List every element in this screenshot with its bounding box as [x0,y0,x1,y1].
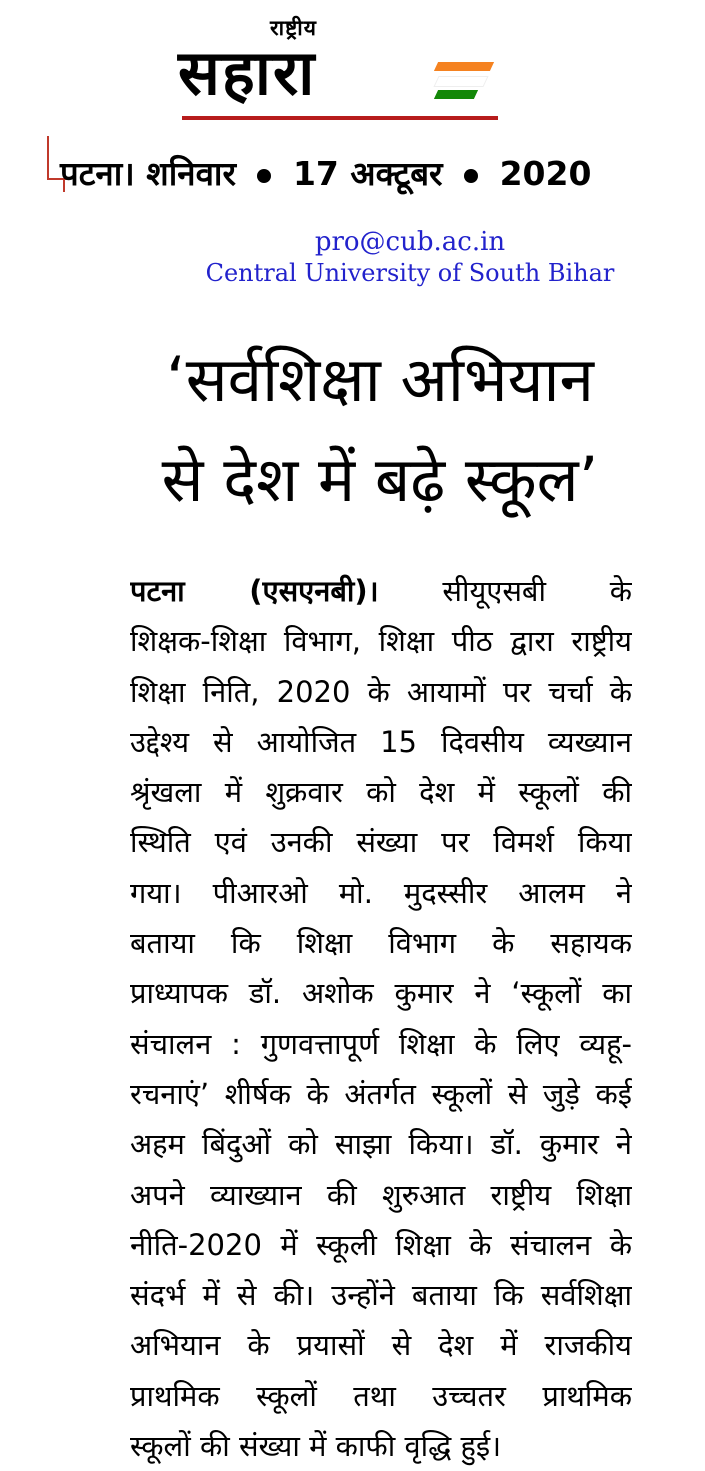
article-line: श्रृंखला में शुक्रवार को देश में स्कूलों की [130,775,632,810]
article-line: प्राथमिक स्कूलों तथा उच्चतर प्राथमिक [130,1378,632,1413]
contact-org: Central University of South Bihar [205,259,615,287]
article-line: अभियान के प्रयासों से देश में राजकीय [130,1328,632,1363]
article-line: उद्देश्य से आयोजित 15 दिवसीय व्यख्यान [130,724,632,759]
article-line: स्थिति एवं उनकी संख्या पर विमर्श किया [130,825,632,860]
contact-stamp [190,226,630,288]
article-lead: पटना (एसएनबी)। [130,574,379,608]
headline-line-1: ‘सर्वशिक्षा अभियान [166,343,594,416]
article-line-text: सीयूएसबी के [378,574,632,608]
article-line: स्कूलों की संख्या में काफी वृद्धि हुई। [130,1429,502,1464]
dateline-year: 2020 [499,154,592,193]
dateline [60,150,690,195]
headline-line-2: से देश में बढ़े स्कूल’ [161,443,599,516]
masthead [178,14,500,124]
article-line: संदर्भ में से की। उन्होंने बताया कि सर्वशिक्षा [130,1278,632,1313]
article-line: अपने व्याख्यान की शुरुआत राष्ट्रीय शिक्षा [130,1177,632,1212]
contact-email: pro@cub.ac.in [314,227,506,257]
dateline-separator: । [122,154,135,193]
flag-stripes-icon [436,62,496,102]
masthead-top-word: राष्ट्रीय [270,16,317,40]
article-body [130,566,632,1471]
article-line: गया। पीआरओ मो. मुदस्सीर आलम ने [130,875,632,910]
article-line [130,566,632,616]
headline [100,330,660,530]
article-line: संचालन : गुणवत्तापूर्ण शिक्षा के लिए व्यहू- [130,1026,632,1061]
article-line: रचनाएं’ शीर्षक के अंतर्गत स्कूलों से जुड़े कई [130,1076,632,1111]
article-line: अहम बिंदुओं को साझा किया। डॉ. कुमार ने [130,1127,632,1162]
article-line: बताया कि शिक्षा विभाग के सहायक [130,926,632,961]
dateline-bullet [464,169,478,183]
article-line: नीति-2020 में स्कूली शिक्षा के संचालन के [130,1227,632,1262]
dateline-date: 17 अक्टूबर [292,154,443,193]
dateline-city: पटना [60,154,123,193]
masthead-name: सहारा [178,36,317,109]
dateline-day: शनिवार [146,154,236,193]
masthead-rule [182,116,498,120]
article-line: शिक्षा निति, 2020 के आयामों पर चर्चा के [130,674,632,709]
dateline-bullet [257,169,271,183]
article-line: शिक्षक-शिक्षा विभाग, शिक्षा पीठ द्वारा राष्ट्रीय [130,624,632,659]
article-line: प्राध्यापक डॉ. अशोक कुमार ने ‘स्कूलों का [130,976,632,1011]
